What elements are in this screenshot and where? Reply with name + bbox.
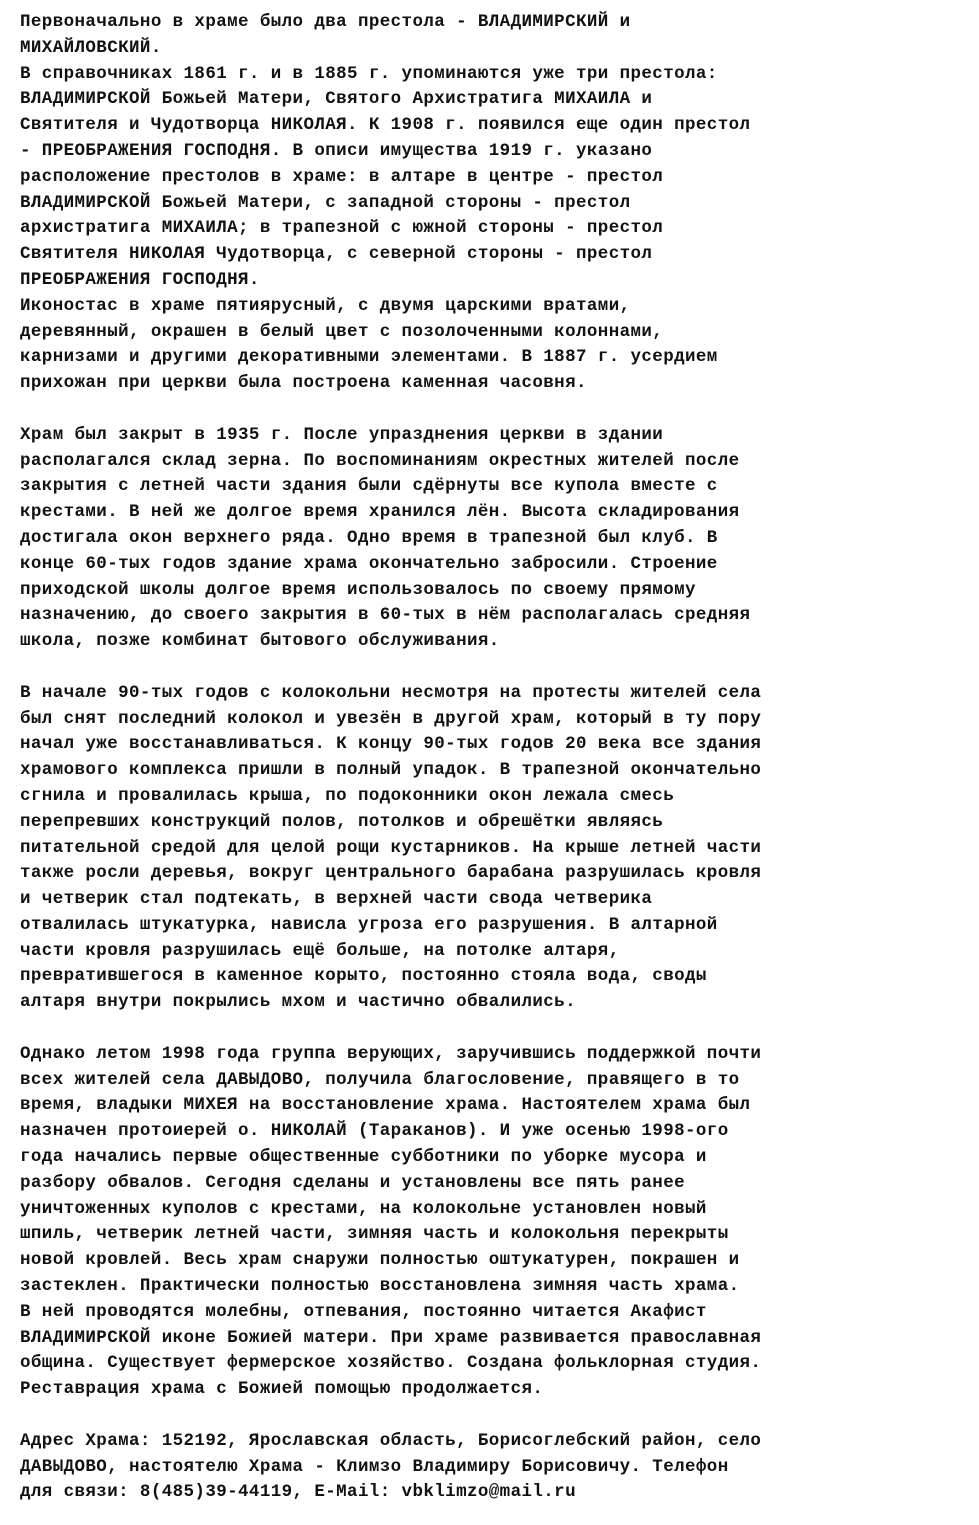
paragraph-restoration xyxy=(20,1042,961,1403)
text-line: сгнила и провалилась крыша, по подоконники окон лежала смесь xyxy=(20,785,675,806)
text-line: алтаря внутри покрылись мхом и частично обвалились. xyxy=(20,992,576,1013)
text-line: и четверик стал подтекать, в верхней части свода четверика xyxy=(20,889,653,910)
text-line: время, владыки МИХЕЯ на восстановление храма. Настоятелем храма был xyxy=(20,1095,751,1116)
text-line: отвалилась штукатурка, нависла угроза его разрушения. В алтарной xyxy=(20,914,718,935)
text-line: года начались первые общественные субботники по уборке мусора и xyxy=(20,1147,707,1168)
text-line: МИХАЙЛОВСКИЙ. xyxy=(20,37,162,58)
text-line: назначению, до своего закрытия в 60-тых в нём располагалась средняя xyxy=(20,605,751,626)
text-line: уничтоженных куполов с крестами, на колокольне установлен новый xyxy=(20,1198,707,1219)
text-line: крестами. В ней же долгое время хранился лён. Высота складирования xyxy=(20,502,740,523)
text-line: Реставрация храма с Божией помощью продолжается. xyxy=(20,1379,544,1400)
paragraph-decline xyxy=(20,681,961,1016)
text-line: Храм был закрыт в 1935 г. После упразднения церкви в здании xyxy=(20,424,664,445)
text-line: части кровля разрушилась ещё больше, на потолке алтаря, xyxy=(20,940,620,961)
text-line: ВЛАДИМИРСКОЙ Божьей Матери, с западной стороны - престол xyxy=(20,192,631,213)
paragraph-closure xyxy=(20,423,961,655)
paragraph-thrones xyxy=(20,10,961,397)
text-line: назначен протоиерей о. НИКОЛАЙ (Тараканов). И уже осенью 1998-ого xyxy=(20,1121,729,1142)
address-line: Адрес Храма: 152192, Ярославская область, Борисоглебский район, село xyxy=(20,1430,762,1451)
text-line: превратившегося в каменное корыто, постоянно стояла вода, своды xyxy=(20,966,707,987)
text-line: ВЛАДИМИРСКОЙ иконе Божией матери. При храме развивается православная xyxy=(20,1327,762,1348)
text-line: храмового комплекса пришли в полный упадок. В трапезной окончательно xyxy=(20,760,762,781)
text-line: приходской школы долгое время использовалось по своему прямому xyxy=(20,579,696,600)
paragraph-contacts xyxy=(20,1429,961,1506)
text-line: карнизами и другими декоративными элементами. В 1887 г. усердием xyxy=(20,347,718,368)
text-line: Иконостас в храме пятиярусный, с двумя царскими вратами, xyxy=(20,295,631,316)
text-line: располагался склад зерна. По воспоминаниям окрестных жителей после xyxy=(20,450,740,471)
text-line: Первоначально в храме было два престола - ВЛАДИМИРСКИЙ и xyxy=(20,12,631,32)
text-line: начал уже восстанавливаться. К концу 90-тых годов 20 века все здания xyxy=(20,734,762,755)
text-line: разбору обвалов. Сегодня сделаны и установлены все пять ранее xyxy=(20,1172,686,1193)
text-line: ПРЕОБРАЖЕНИЯ ГОСПОДНЯ. xyxy=(20,269,260,290)
text-line: община. Существует фермерское хозяйство. Создана фольклорная студия. xyxy=(20,1353,762,1374)
contact-line: для связи: 8(485)39-44119, E-Mail: vbklimzo@mail.ru xyxy=(20,1482,576,1503)
text-line: В ней проводятся молебны, отпевания, постоянно читается Акафист xyxy=(20,1301,707,1322)
text-line: Святителя НИКОЛАЯ Чудотворца, с северной стороны - престол xyxy=(20,244,653,265)
text-line: также росли деревья, вокруг центрального барабана разрушилась кровля xyxy=(20,863,762,884)
text-line: новой кровлей. Весь храм снаружи полностью оштукатурен, покрашен и xyxy=(20,1250,740,1271)
text-line: архистратига МИХАИЛА; в трапезной с южной стороны - престол xyxy=(20,218,664,239)
text-line: достигала окон верхнего ряда. Одно время в трапезной был клуб. В xyxy=(20,527,718,548)
text-line: ВЛАДИМИРСКОЙ Божьей Матери, Святого Архистратига МИХАИЛА и xyxy=(20,89,653,110)
text-line: - ПРЕОБРАЖЕНИЯ ГОСПОДНЯ. В описи имущества 1919 г. указано xyxy=(20,140,653,161)
text-line: деревянный, окрашен в белый цвет с позолоченными колоннами, xyxy=(20,321,664,342)
text-line: конце 60-тых годов здание храма окончательно забросили. Строение xyxy=(20,553,718,574)
text-line: всех жителей села ДАВЫДОВО, получила благословение, правящего в то xyxy=(20,1069,740,1090)
text-line: В справочниках 1861 г. и в 1885 г. упоминаются уже три престола: xyxy=(20,63,718,84)
text-line: шпиль, четверик летней части, зимняя часть и колокольня перекрыты xyxy=(20,1224,729,1245)
text-line: был снят последний колокол и увезён в другой храм, который в ту пору xyxy=(20,708,762,729)
text-line: питательной средой для целой рощи кустарников. На крыше летней части xyxy=(20,837,762,858)
text-line: застеклен. Практически полностью восстановлена зимняя часть храма. xyxy=(20,1276,740,1297)
text-line: закрытия с летней части здания были сдёрнуты все купола вместе с xyxy=(20,476,718,497)
text-line: Святителя и Чудотворца НИКОЛАЯ. К 1908 г. появился еще один престол xyxy=(20,115,751,136)
text-line: школа, позже комбинат бытового обслуживания. xyxy=(20,631,500,652)
text-line: расположение престолов в храме: в алтаре в центре - престол xyxy=(20,166,664,187)
text-line: прихожан при церкви была построена каменная часовня. xyxy=(20,373,587,394)
address-line: ДАВЫДОВО, настоятелю Храма - Климзо Владимиру Борисовичу. Телефон xyxy=(20,1456,729,1477)
text-line: перепревших конструкций полов, потолков и обрешётки являясь xyxy=(20,811,664,832)
text-line: Однако летом 1998 года группа верующих, заручившись поддержкой почти xyxy=(20,1043,762,1064)
text-line: В начале 90-тых годов с колокольни несмотря на протесты жителей села xyxy=(20,682,762,703)
